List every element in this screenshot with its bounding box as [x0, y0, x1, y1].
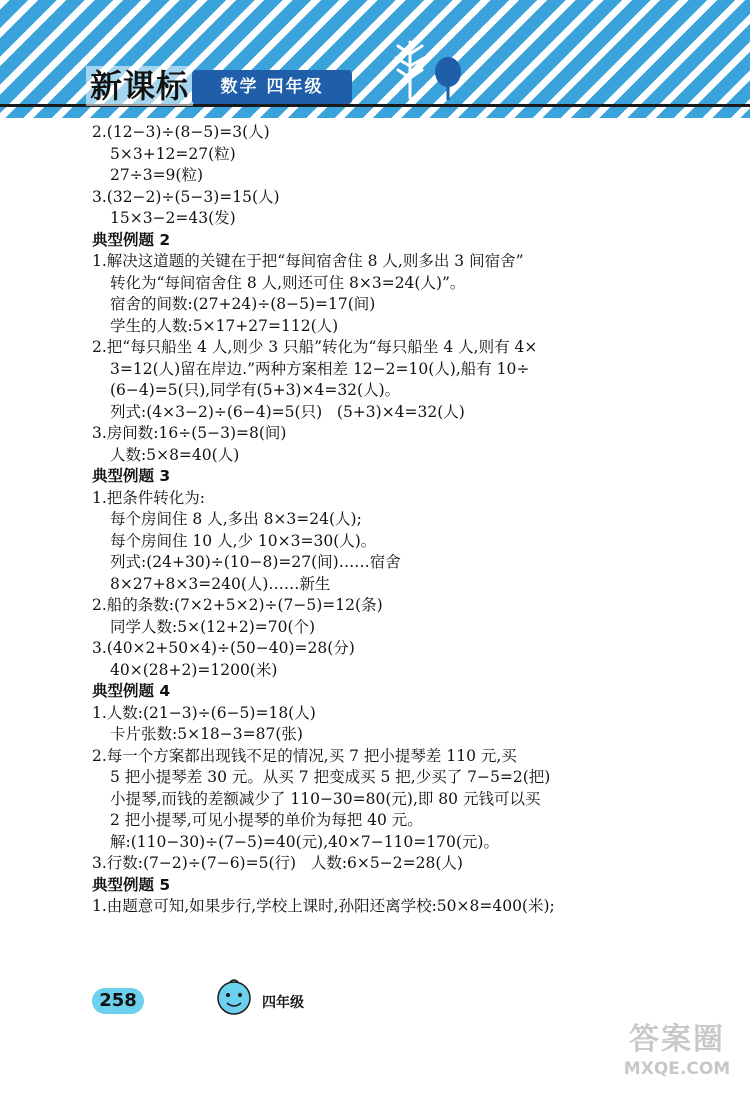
answer-line: 1.人数:(21−3)÷(6−5)=18(人) — [92, 703, 316, 722]
answer-line: 15×3−2=43(发) — [110, 209, 236, 227]
header-band — [0, 0, 750, 118]
answer-line: 5 把小提琴差 30 元。从买 7 把变成买 5 把,少买了 7−5=2(把) — [110, 768, 551, 786]
answer-line: (6−4)=5(只),同学有(5+3)×4=32(人)。 — [110, 381, 401, 399]
page-number-badge: 258 — [92, 988, 144, 1014]
answer-line: 同学人数:5×(12+2)=70(个) — [110, 617, 316, 636]
section-heading: 典型例题 5 — [92, 875, 171, 894]
answer-line: 3.(32−2)÷(5−3)=15(人) — [92, 187, 280, 206]
answer-line: 5×3+12=27(粒) — [110, 144, 236, 163]
answer-line: 27÷3=9(粒) — [110, 166, 204, 184]
watermark-logo-text: 答案圈 — [629, 1022, 725, 1057]
section-heading: 典型例题 2 — [92, 230, 171, 249]
answer-line: 1.把条件转化为: — [92, 488, 206, 507]
answer-line: 1.由题意可知,如果步行,学校上课时,孙阳还离学校:50×8=400(米); — [92, 897, 555, 915]
answer-line: 小提琴,而钱的差额减少了 110−30=80(元),即 80 元钱可以买 — [110, 789, 541, 808]
answer-line: 转化为“每间宿舍住 8 人,则还可住 8×3=24(人)”。 — [110, 273, 466, 292]
answer-line: 8×27+8×3=240(人)……新生 — [110, 574, 331, 593]
section-heading: 典型例题 3 — [92, 467, 171, 485]
answer-line: 3.(40×2+50×4)÷(50−40)=28(分) — [92, 639, 355, 657]
answer-line: 2 把小提琴,可见小提琴的单价为每把 40 元。 — [110, 811, 423, 829]
tree-logo-icon — [392, 36, 468, 102]
answer-line: 宿舍的间数:(27+24)÷(8−5)=17(间) — [110, 295, 376, 313]
answer-line: 人数:5×8=40(人) — [110, 445, 240, 464]
mascot-icon — [214, 976, 254, 1016]
section-heading: 典型例题 4 — [92, 682, 171, 700]
answer-content — [92, 122, 652, 918]
answer-line: 3=12(人)留在岸边.”两种方案相差 12−2=10(人),船有 10÷ — [110, 359, 530, 378]
answer-line: 卡片张数:5×18−3=87(张) — [110, 725, 303, 743]
answer-line: 40×(28+2)=1200(米) — [110, 660, 278, 679]
footer-grade-label: 四年级 — [262, 995, 304, 1011]
answer-line: 2.船的条数:(7×2+5×2)÷(7−5)=12(条) — [92, 596, 383, 614]
answer-line: 每个房间住 8 人,多出 8×3=24(人); — [110, 510, 362, 528]
subject-label: 数学 四年级 — [192, 70, 352, 104]
answer-line: 列式:(24+30)÷(10−8)=27(间)……宿舍 — [110, 553, 401, 571]
answer-line: 2.(12−3)÷(8−5)=3(人) — [92, 123, 270, 141]
answer-line: 3.行数:(7−2)÷(7−6)=5(行) 人数:6×5−2=28(人) — [92, 854, 463, 872]
answer-line: 1.解决这道题的关键在于把“每间宿舍住 8 人,则多出 3 间宿舍” — [92, 252, 524, 270]
answer-line: 学生的人数:5×17+27=112(人) — [110, 316, 339, 335]
watermark-url: MXQE.COM — [623, 1059, 731, 1079]
answer-line: 2.把“每只船坐 4 人,则少 3 只船”转化为“每只船坐 4 人,则有 4× — [92, 338, 538, 356]
answer-line: 每个房间住 10 人,少 10×3=30(人)。 — [110, 531, 377, 550]
answer-line: 2.每一个方案都出现钱不足的情况,买 7 把小提琴差 110 元,买 — [92, 746, 517, 765]
answer-line: 3.房间数:16÷(5−3)=8(间) — [92, 424, 287, 442]
watermark — [612, 1022, 742, 1080]
answer-line: 解:(110−30)÷(7−5)=40(元),40×7−110=170(元)。 — [110, 832, 499, 851]
answer-line: 列式:(4×3−2)÷(6−4)=5(只) (5+3)×4=32(人) — [110, 402, 465, 421]
brand-title: 新课标 — [86, 66, 193, 106]
